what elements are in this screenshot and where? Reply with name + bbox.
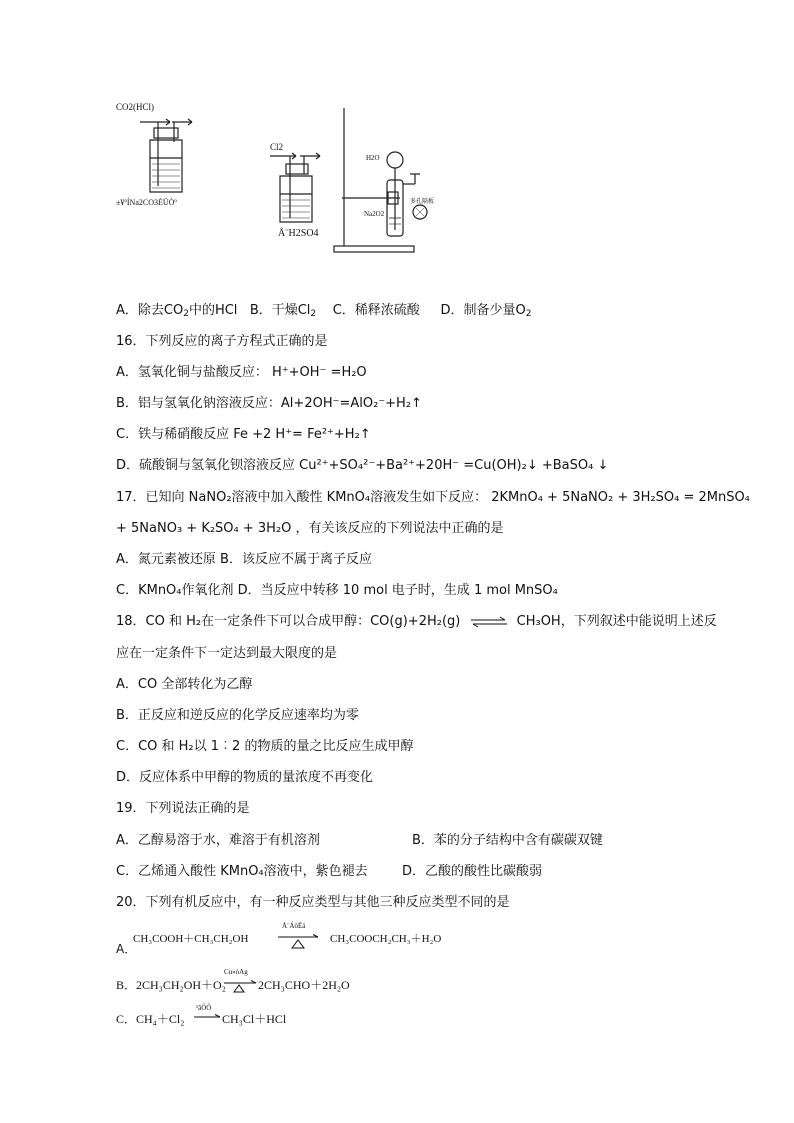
figure-label-c-h2o: H2O xyxy=(366,154,380,162)
q17-stem-line2: + 5NaNO₃ + K₂SO₄ + 3H₂O ，有关该反应的下列说法中正确的是 xyxy=(116,521,504,536)
q17-options-cd: C．KMnO₄作氧化剂 D．当反应中转移 10 mol 电子时，生成 1 mol MnSO₄ xyxy=(116,583,558,598)
q20-option-a-condition: Å¨ÁòËá xyxy=(282,922,306,930)
q19-option-c: C．乙烯通入酸性 KMnO₄溶液中，紫色褪去 xyxy=(116,864,368,879)
q18-stem-line2: 应在一定条件下一定达到最大限度的是 xyxy=(116,646,338,661)
q17-options-ab: A．氮元素被还原 B．该反应不属于离子反应 xyxy=(116,552,372,567)
q15-options: A．除去$CO_2$中的HCl B．干燥$Cl_2$ C．稀释浓硫酸 D．制备少量$O_2$ xyxy=(116,303,532,319)
q20-option-c-condition: ¹âÕÕ xyxy=(196,1004,212,1012)
q20-option-c-reactants: C．CH₄＋Cl₂ xyxy=(116,1012,185,1026)
q18-option-b: B．正反应和逆反应的化学反应速率均为零 xyxy=(116,708,359,723)
q19-option-d: D．乙酸的酸性比碳酸弱 xyxy=(402,864,543,879)
q18-stem-line1 xyxy=(116,613,717,631)
q18-option-a: A．CO 全部转化为乙醇 xyxy=(116,677,253,692)
wash-bottle-b xyxy=(270,153,320,222)
q18-option-c: C．CO 和 H₂以 1︰2 的物质的量之比反应生成甲醇 xyxy=(116,739,414,754)
q20-option-b-products: 2CH₃CHO＋2H₂O xyxy=(258,978,350,992)
q18-option-d: D．反应体系中甲醇的物质的量浓度不再变化 xyxy=(116,770,374,785)
q18-stem-part1: 18．CO 和 H₂在一定条件下可以合成甲醇：CO(g)+2H₂(g) xyxy=(116,614,461,629)
reaction-arrow-icon xyxy=(192,1014,222,1022)
figure-label-a-bottom: ±¥ºÍNa2CO3ÈÜÒº xyxy=(116,198,177,207)
q15-option-b: B．干燥Cl xyxy=(249,303,311,318)
q20-option-c-products: CH₃Cl＋HCl xyxy=(222,1012,287,1026)
q16-option-d: D．硫酸铜与氢氧化钡溶液反应 Cu²⁺+SO₄²⁻+Ba²⁺+20H⁻ =Cu(OH)₂↓ +BaSO₄ ↓ xyxy=(116,458,609,473)
q20-option-a-label: A． xyxy=(116,942,137,956)
figure-label-c-side: 多孔隔板 xyxy=(410,199,435,205)
reaction-arrow-heat-icon xyxy=(276,934,320,950)
wash-bottle-a xyxy=(140,119,192,192)
q17-stem-line1: 17．已知向 NaNO₂溶液中加入酸性 KMnO₄溶液发生如下反应： 2KMnO₄ + 5NaNO₂ + 3H₂SO₄ = 2MnSO₄ xyxy=(116,490,750,505)
q19-option-a: A．乙醇易溶于水，难溶于有机溶剂 xyxy=(116,833,320,848)
figure-label-c-na2o2: Na2O2 xyxy=(364,210,385,218)
apparatus-figures xyxy=(110,98,435,258)
q16-option-b: B．铝与氢氧化钠溶液反应：Al+2OH⁻=AlO₂⁻+H₂↑ xyxy=(116,396,422,411)
apparatus-drawing xyxy=(110,98,430,258)
q20-option-b-condition: Cu»òAg xyxy=(224,968,248,976)
q15-option-a: A．除去CO xyxy=(116,303,184,318)
q15-option-d: D．制备少量O xyxy=(440,303,526,318)
reaction-arrow-heat-icon xyxy=(222,980,258,994)
q20-option-a-reactants: CH₃COOH＋CH₃CH₂OH xyxy=(133,933,249,945)
q16-option-c: C．铁与稀硝酸反应 Fe +2 H⁺= Fe²⁺+H₂↑ xyxy=(116,427,371,442)
q18-stem-part2: CH₃OH，下列叙述中能说明上述反 xyxy=(516,614,717,629)
q19-stem: 19．下列说法正确的是 xyxy=(116,801,250,816)
figure-label-b: Cl2 xyxy=(270,142,284,152)
q19-option-b: B．苯的分子结构中含有碳碳双键 xyxy=(412,833,603,848)
q16-stem: 16．下列反应的离子方程式正确的是 xyxy=(116,334,328,349)
q20-stem: 20．下列有机反应中，有一种反应类型与其他三种反应类型不同的是 xyxy=(116,895,510,910)
reversible-arrow-icon xyxy=(469,616,509,628)
q20-option-a-products: CH₃COOCH₂CH₃＋H₂O xyxy=(330,933,442,945)
figure-label-a: CO2(HCl) xyxy=(116,102,154,112)
figure-label-b-bottom: Å¨H2SO4 xyxy=(278,228,319,239)
q20-option-b-reactants: B．2CH₃CH₂OH＋O₂ xyxy=(116,978,226,992)
q15-option-c: C．稀释浓硫酸 xyxy=(332,303,420,318)
q16-option-a: A．氢氧化铜与盐酸反应： H⁺+OH⁻ =H₂O xyxy=(116,365,367,380)
gas-generator-c xyxy=(334,108,427,252)
